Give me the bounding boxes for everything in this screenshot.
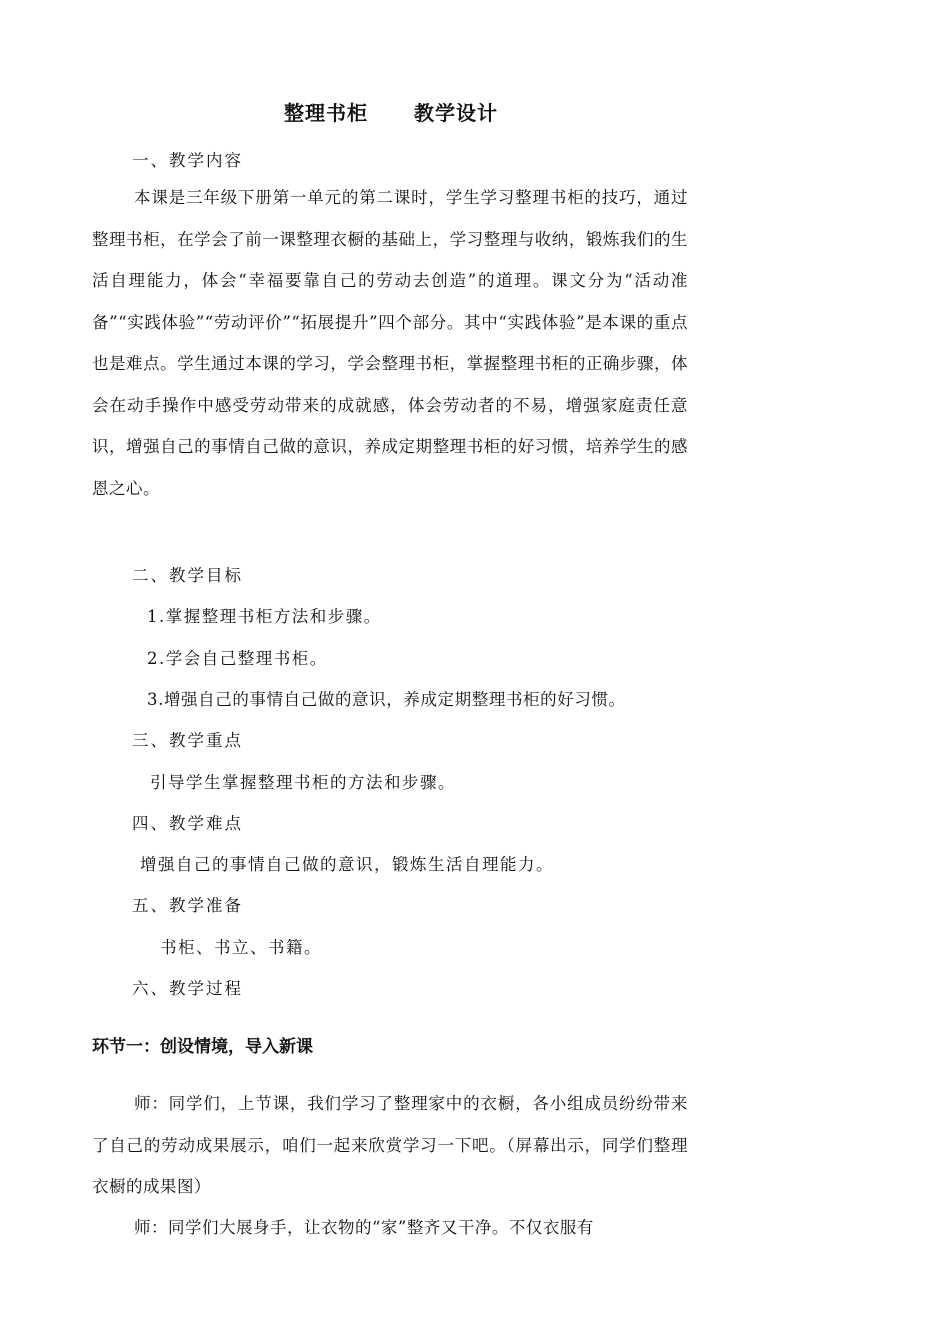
goal-item-2: 2.学会自己整理书柜。 <box>147 649 328 668</box>
title-main: 整理书柜 <box>284 101 368 125</box>
difficulty-text: 增强自己的事情自己做的意识，锻炼生活自理能力。 <box>140 855 554 874</box>
section-heading-difficulty: 四、教学难点 <box>132 814 243 833</box>
title-sub: 教学设计 <box>414 101 498 125</box>
section-heading-preparation: 五、教学准备 <box>132 896 243 915</box>
section-heading-key-point: 三、教学重点 <box>132 731 243 750</box>
content-paragraph: 本课是三年级下册第一单元的第二课时，学生学习整理书柜的技巧，通过整理书柜，在学会了前一课整理衣橱的基础上，学习整理与收纳，锻炼我们的生活自理能力，体会“幸福要靠自己的劳动去创造”的道理。课文分为“活动准备”“实践体验”“劳动评价”“拓展提升”四个部分。其中“实践体验”是本课的重点也是难点。学生通过本课的学习，学会整理书柜，掌握整理书柜的正确步骤，体会在动手操作中感受劳动带来的成就感，体会劳动者的不易，增强家庭责任意识，增强自己的事情自己做的意识，养成定期整理书柜的好习惯，培养学生的感恩之心。 <box>92 188 688 498</box>
section-heading-goals: 二、教学目标 <box>132 566 243 585</box>
stage-one-heading: 环节一：创设情境，导入新课 <box>92 1037 313 1057</box>
key-point-text: 引导学生掌握整理书柜的方法和步骤。 <box>150 773 456 792</box>
teacher-dialogue-1: 师：同学们，上节课，我们学习了整理家中的衣橱，各小组成员纷纷带来了自己的劳动成果展示，咱们一起来欣赏学习一下吧。（屏幕出示，同学们整理衣橱的成果图） <box>92 1094 688 1196</box>
goal-item-3: 3.增强自己的事情自己做的意识，养成定期整理书柜的好习惯。 <box>147 690 626 709</box>
teacher-dialogue-2: 师：同学们大展身手，让衣物的“家”整齐又干净。不仅衣服有 <box>134 1218 594 1237</box>
section-heading-content: 一、教学内容 <box>132 151 243 170</box>
preparation-text: 书柜、书立、书籍。 <box>160 938 322 957</box>
section-heading-process: 六、教学过程 <box>132 979 243 998</box>
document-title <box>284 97 498 126</box>
goal-item-1: 1.掌握整理书柜方法和步骤。 <box>147 607 382 626</box>
